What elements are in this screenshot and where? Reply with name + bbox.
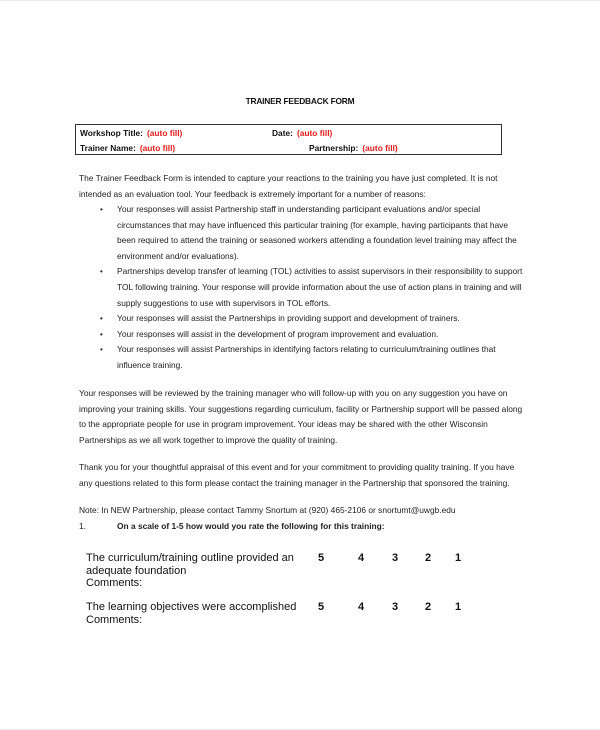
partnership-value[interactable]: (auto fill) xyxy=(362,143,398,153)
bullet-icon: • xyxy=(100,314,103,324)
list-item-text: Your responses will assist the Partnerships in providing support and development of trainers. xyxy=(117,313,460,324)
bullet-icon: • xyxy=(100,267,103,277)
list-item-text: Partnerships develop transfer of learning (TOL) activities to assist supervisors in their responsibility to support TOL following training. Your response will provide information about the use of action plans in training and will supply suggestions to use with supervisors in TOL efforts. xyxy=(117,266,523,308)
score-2[interactable]: 2 xyxy=(425,552,432,564)
score-1[interactable]: 1 xyxy=(455,601,462,613)
bullet-icon: • xyxy=(100,329,103,339)
question-number: 1. xyxy=(79,521,86,531)
score-2[interactable]: 2 xyxy=(425,601,432,613)
bullet-icon: • xyxy=(100,345,103,355)
score-5[interactable]: 5 xyxy=(318,601,325,613)
list-item-text: Your responses will assist Partnerships in identifying factors relating to curriculum/training outlines that influence training. xyxy=(117,344,496,370)
reasons-list xyxy=(79,202,524,374)
score-4[interactable]: 4 xyxy=(358,601,365,613)
date-field xyxy=(272,126,332,140)
date-label: Date: xyxy=(272,128,293,138)
list-item xyxy=(79,264,524,311)
trainer-name-label: Trainer Name: xyxy=(80,143,136,153)
rating-item-2 xyxy=(86,601,314,626)
info-box xyxy=(75,124,502,155)
list-item xyxy=(79,311,524,327)
question-1 xyxy=(79,519,385,535)
score-3[interactable]: 3 xyxy=(392,552,399,564)
rating-item-1 xyxy=(86,552,314,590)
trainer-name-field xyxy=(80,141,175,155)
list-item-text: Your responses will assist Partnership staff in understanding participant evaluations and/or special circumstances that may have influenced this particular training (for example, having participants that have been required to attend the training or seasoned workers attending a foundation level training may affect the environment and/or evaluations). xyxy=(117,204,517,261)
contact-note: Note: In NEW Partnership, please contact Tammy Snortum at (920) 465-2106 or snortumt@uwgb.edu xyxy=(79,505,456,515)
workshop-title-label: Workshop Title: xyxy=(80,128,143,138)
workshop-title-value[interactable]: (auto fill) xyxy=(146,128,183,138)
thanks-paragraph: Thank you for your thoughtful appraisal of this event and for your commitment to providing quality training. If you have any questions related to this form please contact the training manager in the Partnership that sponsored the training. xyxy=(79,462,515,488)
info-row-1 xyxy=(76,126,501,140)
score-5[interactable]: 5 xyxy=(318,552,325,564)
comments-label: Comments: xyxy=(86,613,143,626)
score-3[interactable]: 3 xyxy=(392,601,399,613)
score-1[interactable]: 1 xyxy=(455,552,462,564)
form-title: TRAINER FEEDBACK FORM xyxy=(245,96,355,106)
rating-statement: The curriculum/training outline provided an adequate foundation xyxy=(86,552,294,577)
score-4[interactable]: 4 xyxy=(358,552,365,564)
list-item xyxy=(79,327,524,343)
list-item-text: Your responses will assist in the development of program improvement and evaluation. xyxy=(117,328,439,339)
comments-label: Comments: xyxy=(86,577,143,589)
intro-paragraph: The Trainer Feedback Form is intended to capture your reactions to the training you have just completed. It is not intended as an evaluation tool. Your feedback is extremely important for a number of reasons: xyxy=(79,173,498,199)
list-item xyxy=(79,202,524,264)
page-top-edge xyxy=(0,0,600,1)
workshop-title-field xyxy=(80,126,182,140)
trainer-name-value[interactable]: (auto fill) xyxy=(139,143,176,153)
question-text: On a scale of 1-5 how would you rate the following for this training: xyxy=(117,521,385,531)
partnership-label: Partnership: xyxy=(309,143,359,153)
bullet-icon: • xyxy=(100,205,103,214)
review-paragraph: Your responses will be reviewed by the training manager who will follow-up with you on any suggestion you have on improving your training skills. Your suggestions regarding curriculum, facility or Partnership support will be passed along to the appropriate people for use in program improvement. Your ideas may be shared with the other Wisconsin Partnerships as we all work together to improve the quality of training. xyxy=(79,388,523,445)
info-row-2 xyxy=(76,141,501,155)
date-value[interactable]: (auto fill) xyxy=(296,128,333,138)
partnership-field xyxy=(309,141,398,155)
rating-statement: The learning objectives were accomplished xyxy=(86,601,297,613)
list-item xyxy=(79,342,524,373)
